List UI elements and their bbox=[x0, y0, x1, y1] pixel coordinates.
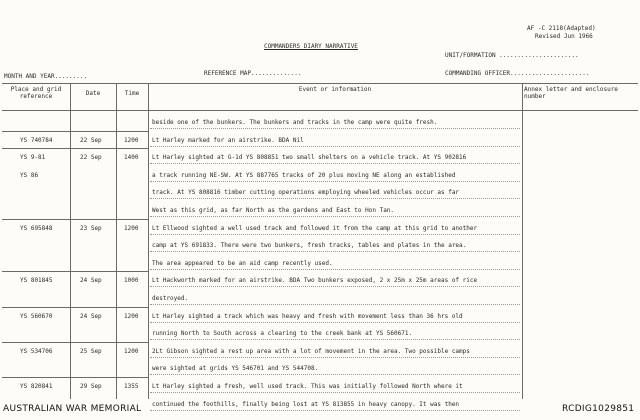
entry-text: 2Lt Gibson sighted a rest up area with a lot of movement in the area. Two possible camps bbox=[152, 347, 470, 355]
entry-text: were sighted at grids YS 546701 and YS 544708. bbox=[152, 365, 319, 373]
entry-date: 25 Sep bbox=[80, 347, 102, 355]
ruled-line bbox=[150, 410, 520, 411]
entry-text: West as this grid, as far North as the gardens and East to Hon Tan. bbox=[152, 207, 395, 214]
entry-time: 1200 bbox=[124, 347, 139, 355]
ruled-line bbox=[150, 234, 520, 235]
column-divider bbox=[148, 83, 149, 399]
ruled-line bbox=[150, 392, 520, 393]
form-code: AF -C 2118(Adapted) bbox=[527, 25, 596, 32]
entry-text: track. At YS 808816 timber cutting operations employing wheeled vehicles occur as far bbox=[152, 189, 460, 197]
entry-separator bbox=[2, 148, 148, 149]
entry-date: 29 Sep bbox=[80, 383, 102, 390]
entry-grid-reference: YS 9-81 bbox=[20, 154, 46, 162]
month-year-field: MONTH AND YEAR......... bbox=[4, 73, 88, 80]
form-revised: Revised Jun 1966 bbox=[535, 33, 593, 40]
entry-date: 22 Sep bbox=[80, 154, 102, 162]
ruled-line bbox=[150, 322, 520, 323]
ruled-line bbox=[150, 304, 520, 305]
table-top-border bbox=[2, 83, 638, 84]
entry-grid-reference: YS 86 bbox=[20, 171, 39, 179]
ruled-line bbox=[150, 216, 520, 217]
entry-separator bbox=[2, 131, 148, 132]
entry-grid-reference: YS 534706 bbox=[20, 347, 53, 355]
column-header-date: Date bbox=[85, 90, 101, 97]
reference-map-field: REFERENCE MAP.............. bbox=[204, 70, 302, 77]
entry-date: 23 Sep bbox=[80, 224, 102, 232]
entry-time: 1200 bbox=[124, 224, 139, 232]
column-header-event: Event or information bbox=[298, 86, 372, 93]
ruled-line bbox=[150, 198, 520, 199]
entry-time: 1355 bbox=[124, 383, 139, 390]
entry-text: Lt Ellwood sighted a well used track and followed it from the camp at this grid to another bbox=[152, 224, 478, 232]
ruled-line bbox=[150, 269, 520, 270]
entry-grid-reference: YS 801845 bbox=[20, 277, 53, 285]
table-header-border bbox=[2, 110, 638, 111]
entry-text: running North to South across a clearing to the creek bank at YS 560671. bbox=[152, 330, 413, 338]
entry-text: Lt Harley sighted a track which was heavy and fresh with movement less than 36 hrs old bbox=[152, 312, 463, 320]
footer-archive: AUSTRALIAN WAR MEMORIAL bbox=[3, 404, 142, 414]
entry-date: 24 Sep bbox=[80, 277, 102, 285]
entry-time: 1000 bbox=[124, 277, 139, 285]
entry-text: Lt Harley marked for an airstrike. BDA Nil bbox=[152, 136, 304, 144]
ruled-line bbox=[150, 374, 520, 375]
entry-separator bbox=[2, 307, 148, 308]
ruled-line bbox=[150, 357, 520, 358]
entry-grid-reference: YS 560670 bbox=[20, 312, 53, 320]
column-header-annex: Annex letter and enclosure number bbox=[524, 86, 618, 100]
entry-text: beside one of the bunkers. The bunkers and tracks in the camp were quite fresh. bbox=[152, 119, 438, 126]
ruled-line bbox=[150, 181, 520, 182]
entry-text: Lt Harley sighted a fresh, well used track. This was initially followed North where it bbox=[152, 383, 463, 390]
ruled-line bbox=[150, 128, 520, 129]
ruled-line bbox=[150, 163, 520, 164]
entry-text: destroyed. bbox=[152, 295, 189, 302]
entry-separator bbox=[2, 271, 148, 272]
entry-text: continued the foothills, finally being lost at YS 813855 in heavy canopy. It was then bbox=[152, 400, 460, 408]
entry-grid-reference: YS 695848 bbox=[20, 224, 53, 232]
entry-text: camp at YS 691833. There were two bunkers, fresh tracks, tables and plates in the area. bbox=[152, 242, 467, 250]
entry-date: 24 Sep bbox=[80, 312, 102, 320]
footer-reference: RCDIG1029851 bbox=[562, 404, 635, 414]
entry-text: The area appeared to be an aid camp recently used. bbox=[152, 259, 333, 267]
entry-text: a track running NE-SW. At YS 887765 tracks of 20 plus moving NE along an established bbox=[152, 171, 456, 179]
ruled-line bbox=[150, 251, 520, 252]
entry-time: 1400 bbox=[124, 154, 139, 162]
entry-grid-reference: YS 740784 bbox=[20, 136, 53, 144]
entry-text: Lt Hackworth marked for an airstrike. BDA Two bunkers exposed, 2 x 25m x 25m areas of rice bbox=[152, 277, 478, 285]
entry-separator bbox=[2, 219, 148, 220]
column-header-time: Time bbox=[124, 90, 140, 97]
entry-grid-reference: YS 820841 bbox=[20, 383, 53, 390]
commanding-officer-field: COMMANDING OFFICER...................... bbox=[445, 70, 590, 77]
entry-date: 22 Sep bbox=[80, 136, 102, 144]
ruled-line bbox=[150, 146, 520, 147]
column-header-place: Place and grid reference bbox=[10, 86, 62, 100]
entry-separator bbox=[2, 377, 148, 378]
entry-time: 1200 bbox=[124, 136, 139, 144]
entry-text: Lt Harley sighted at G-1d YS 808851 two small shelters on a vehicle track. At YS 902816 bbox=[152, 154, 467, 162]
ruled-line bbox=[150, 339, 520, 340]
entry-separator bbox=[2, 342, 148, 343]
document-title: COMMANDERS DIARY NARRATIVE bbox=[264, 43, 358, 50]
ruled-line bbox=[150, 286, 520, 287]
column-divider bbox=[522, 83, 523, 399]
unit-formation-field: UNIT/FORMATION ...................... bbox=[445, 52, 579, 59]
entry-time: 1200 bbox=[124, 312, 139, 320]
form-identifier bbox=[527, 25, 596, 41]
